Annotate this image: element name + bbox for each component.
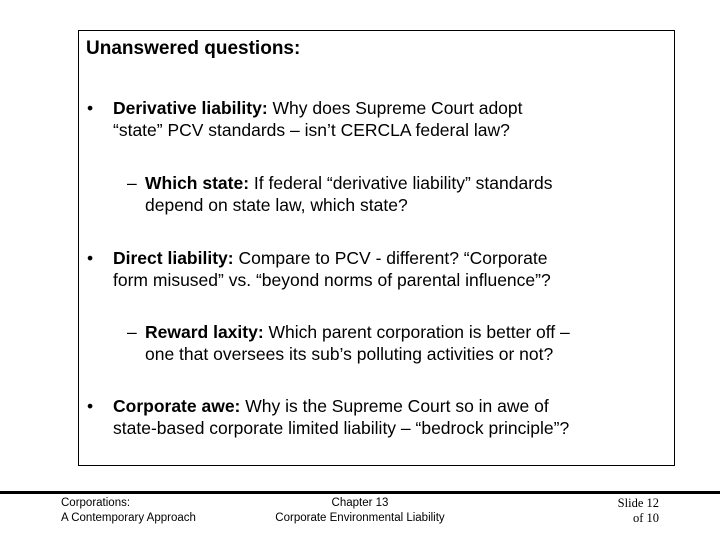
bullet-text: Why is the Supreme Court so in awe of — [240, 396, 549, 416]
bullet-line — [145, 321, 570, 343]
bullet-line-continued: “state” PCV standards – isn’t CERCLA federal law? — [113, 120, 510, 140]
footer-center-line1: Chapter 13 — [331, 497, 389, 509]
bullet-heading: Which state: — [145, 173, 250, 193]
dash-marker: – — [127, 322, 137, 342]
bullet-line — [113, 97, 523, 119]
bullet-heading: Corporate awe: — [113, 396, 241, 416]
bullet-heading: Reward laxity: — [145, 322, 264, 342]
footer-left-line2: A Contemporary Approach — [61, 512, 196, 524]
bullet-line-continued: state-based corporate limited liability – “bedrock principle”? — [113, 418, 570, 438]
bullet-text: Why does Supreme Court adopt — [267, 98, 523, 118]
bullet-text: Which parent corporation is better off – — [263, 322, 570, 342]
footer-left-line1: Corporations: — [61, 497, 131, 509]
bullet-heading: Derivative liability: — [113, 98, 268, 118]
bullet-line — [145, 172, 553, 194]
bullet-line-continued: one that oversees its sub’s polluting activities or not? — [145, 344, 554, 364]
slide-content-box — [78, 30, 675, 466]
bullet-marker: • — [87, 396, 94, 416]
footer-slide-number — [618, 496, 659, 526]
dash-marker: – — [127, 173, 137, 193]
bullet-line — [113, 247, 547, 269]
footer-right-line1: Slide 12 — [617, 496, 659, 510]
footer-divider — [0, 491, 720, 494]
footer-right-line2: of 10 — [632, 511, 659, 525]
bullet-line-continued: depend on state law, which state? — [145, 195, 408, 215]
bullet-line-continued: form misused” vs. “beyond norms of parental influence”? — [113, 270, 551, 290]
bullet-line — [113, 395, 549, 417]
slide-title: Unanswered questions: — [86, 38, 301, 59]
footer-book-title — [61, 496, 196, 526]
footer-center-line2: Corporate Environmental Liability — [275, 512, 445, 524]
bullet-text: Compare to PCV - different? “Corporate — [233, 248, 548, 268]
bullet-heading: Direct liability: — [113, 248, 234, 268]
bullet-text: If federal “derivative liability” standards — [249, 173, 553, 193]
bullet-marker: • — [87, 248, 94, 268]
footer-chapter — [250, 496, 470, 526]
bullet-marker: • — [87, 98, 94, 118]
